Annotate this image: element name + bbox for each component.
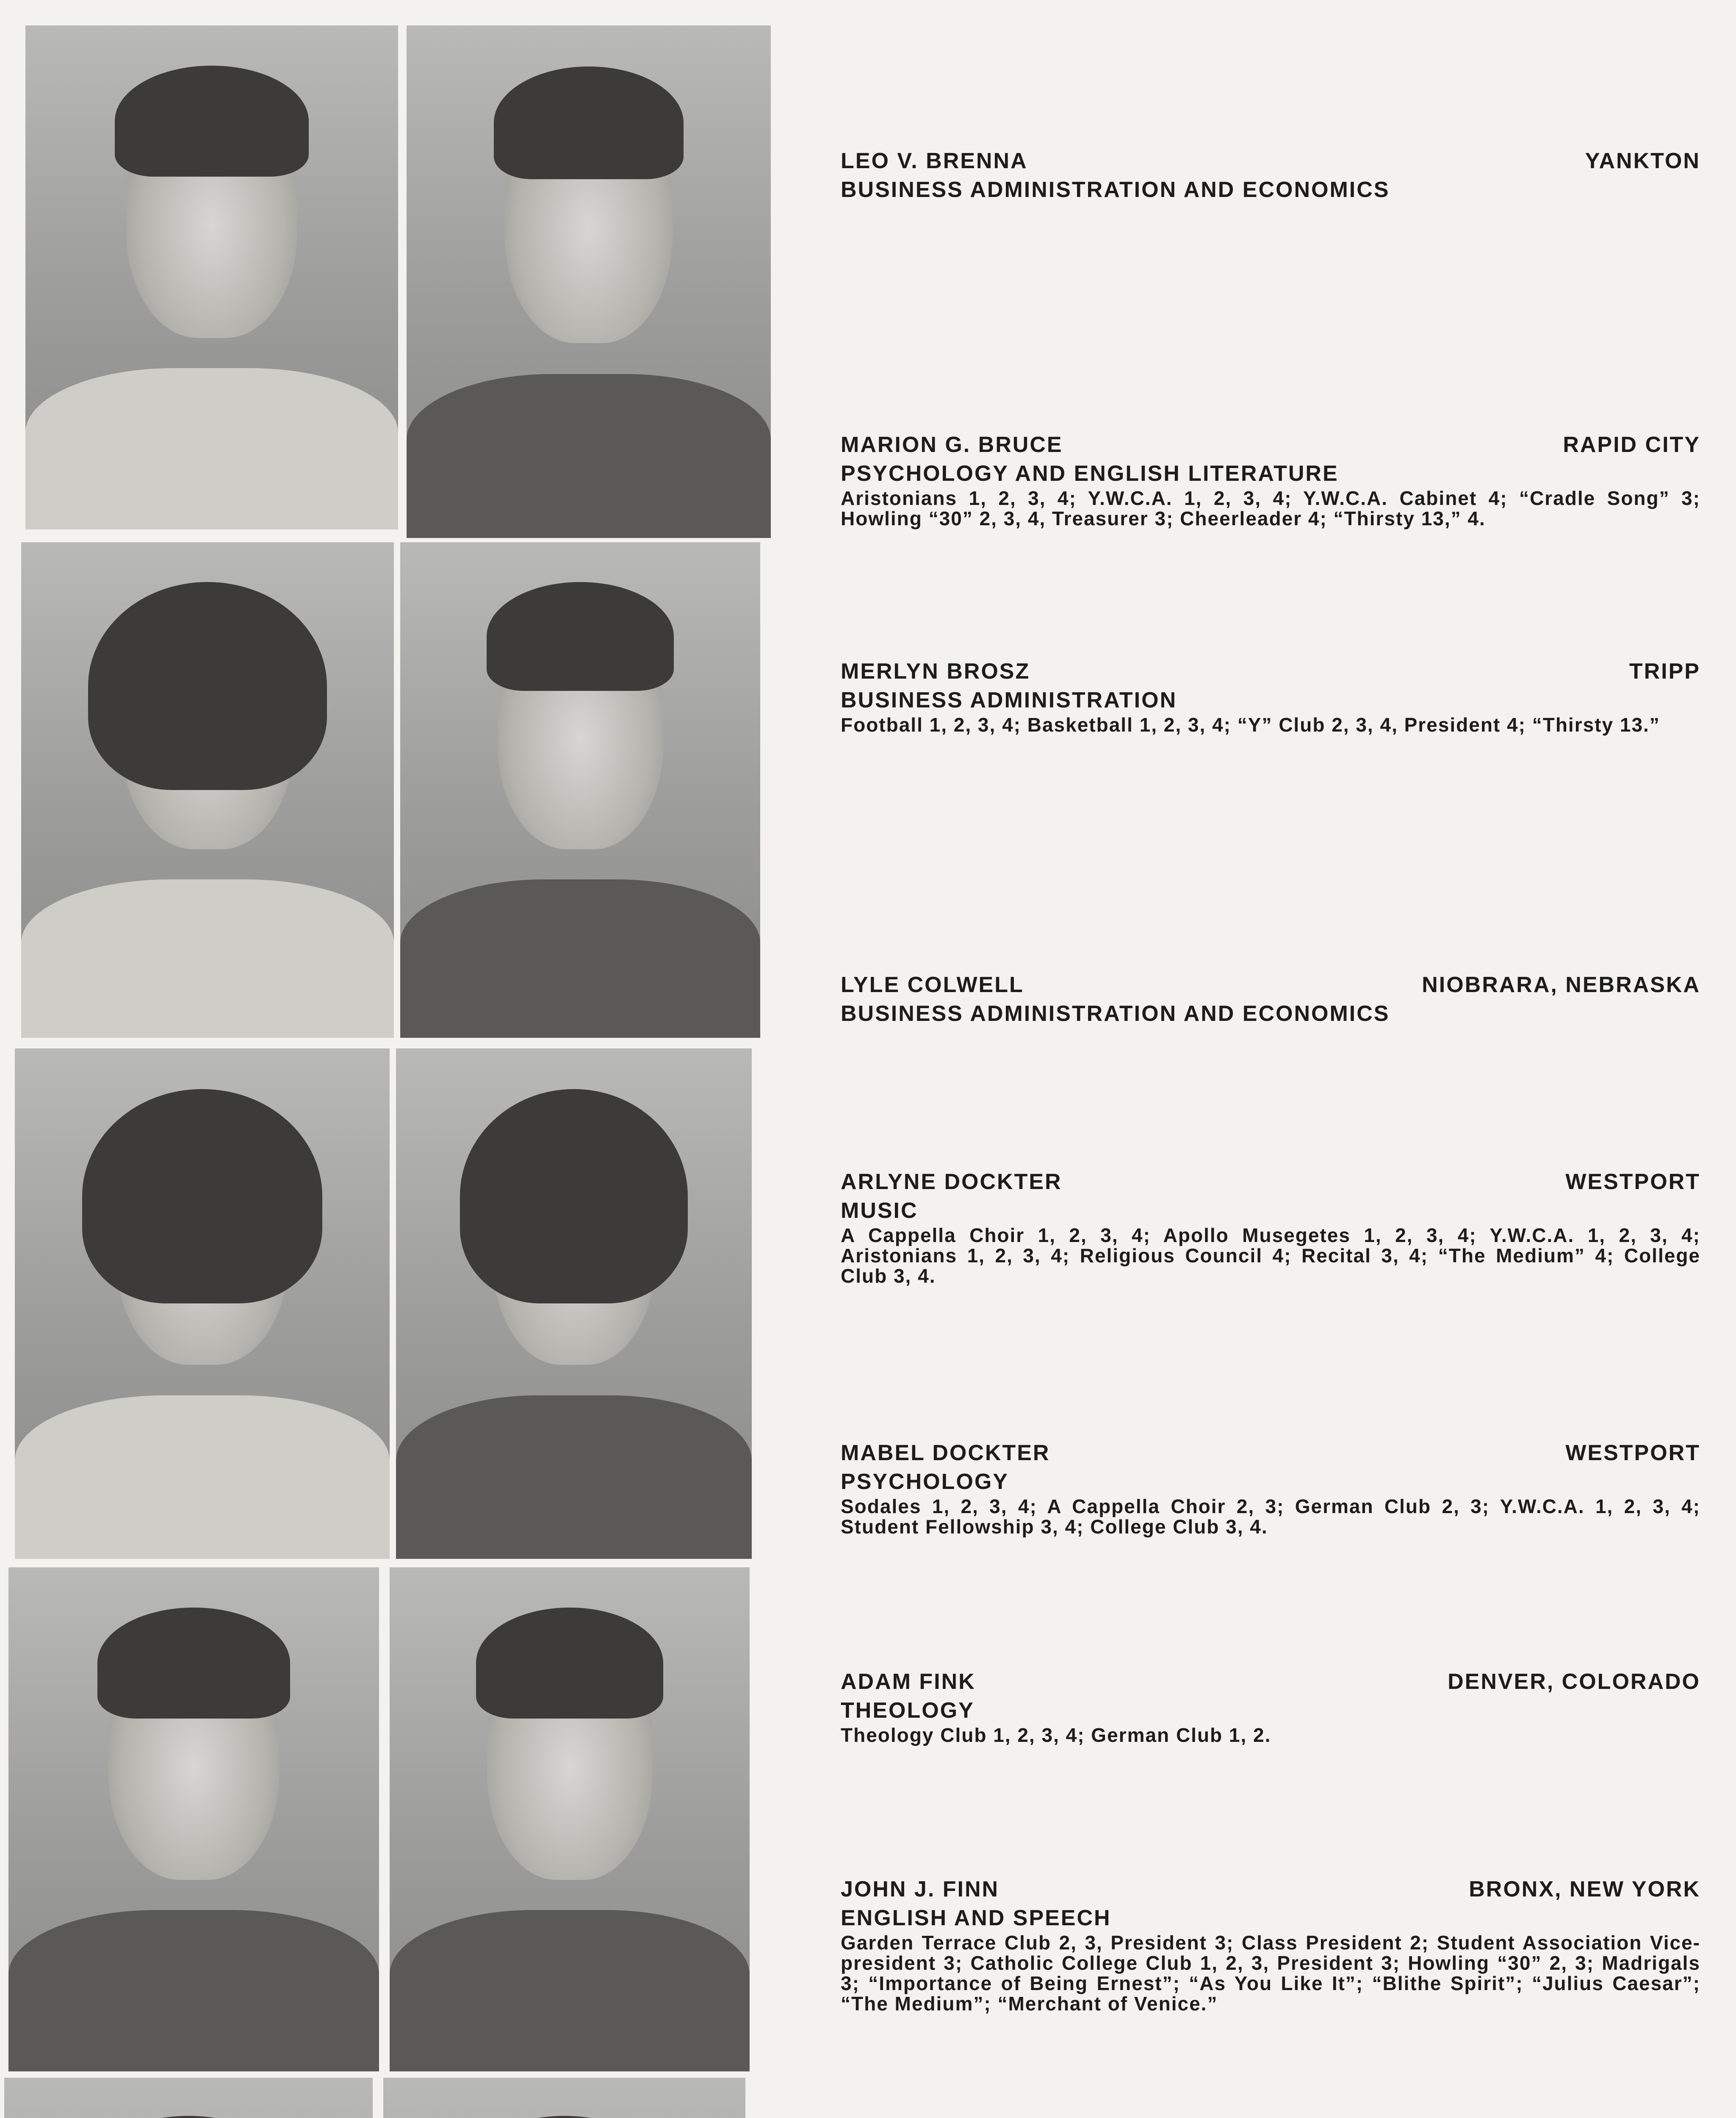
student-major: THEOLOGY: [841, 1698, 975, 1723]
student-hometown: TRIPP: [1629, 659, 1700, 684]
student-major: BUSINESS ADMINISTRATION AND ECONOMICS: [841, 177, 1390, 202]
student-hometown: WESTPORT: [1565, 1170, 1700, 1194]
student-activities: A Cappella Choir 1, 2, 3, 4; Apollo Musegetes 1, 2, 3, 4; Y.W.C.A. 1, 2, 3, 4; Aristonians 1, 2, 3, 4; Religious Council 4; Recital 3, 4; “The Medium” 4; College Club 3, 4.: [841, 1224, 1700, 1287]
student-hometown: RAPID CITY: [1563, 432, 1700, 457]
student-hometown: NIOBRARA, NEBRASKA: [1422, 973, 1700, 997]
photo-fink: [8, 1567, 379, 2071]
student-entry-brosz: [841, 659, 1700, 735]
student-major: MUSIC: [841, 1198, 918, 1223]
student-entry-fink: [841, 1669, 1700, 1745]
student-name: MARION G. BRUCE: [841, 432, 1063, 457]
photo-gackle: [383, 2078, 745, 2118]
student-name: MABEL DOCKTER: [841, 1441, 1050, 1465]
student-name: ADAM FINK: [841, 1669, 976, 1694]
student-entry-bruce: [841, 432, 1700, 529]
student-entry-finn: [841, 1877, 1700, 2014]
student-major: BUSINESS ADMINISTRATION: [841, 688, 1177, 712]
student-name: LYLE COLWELL: [841, 973, 1024, 997]
student-name: JOHN J. FINN: [841, 1877, 1000, 1902]
student-name: MERLYN BROSZ: [841, 659, 1030, 684]
student-entry-brenna: [841, 148, 1700, 202]
photo-mabel-dockter: [396, 1048, 752, 1559]
student-hometown: WESTPORT: [1565, 1441, 1700, 1465]
student-entry-mabel-dockter: [841, 1440, 1700, 1537]
photo-freitag: [4, 2078, 373, 2118]
student-hometown: DENVER, COLORADO: [1448, 1669, 1700, 1694]
photo-brosz: [21, 542, 394, 1038]
student-major: PSYCHOLOGY: [841, 1469, 1009, 1494]
student-name: LEO V. BRENNA: [841, 149, 1028, 173]
student-hometown: YANKTON: [1585, 149, 1700, 173]
student-major: BUSINESS ADMINISTRATION AND ECONOMICS: [841, 1001, 1390, 1026]
photo-colwell: [400, 542, 760, 1038]
student-activities: Sodales 1, 2, 3, 4; A Cappella Choir 2, 3; German Club 2, 3; Y.W.C.A. 1, 2, 3, 4; Student Fellowship 3, 4; College Club 3, 4.: [841, 1495, 1700, 1538]
student-entry-arlyne-dockter: [841, 1169, 1700, 1286]
student-major: PSYCHOLOGY AND ENGLISH LITERATURE: [841, 461, 1339, 486]
student-activities: Football 1, 2, 3, 4; Basketball 1, 2, 3, 4; “Y” Club 2, 3, 4, President 4; “Thirsty 13.”: [841, 714, 1660, 736]
student-name: ARLYNE DOCKTER: [841, 1170, 1062, 1194]
photo-arlyne-dockter: [15, 1048, 390, 1559]
student-entry-colwell: [841, 972, 1700, 1026]
student-hometown: BRONX, NEW YORK: [1469, 1877, 1700, 1902]
student-major: ENGLISH AND SPEECH: [841, 1906, 1111, 1930]
student-activities: Theology Club 1, 2, 3, 4; German Club 1, 2.: [841, 1724, 1271, 1746]
photo-finn: [390, 1567, 750, 2071]
photo-brenna: [25, 25, 398, 530]
student-activities: Garden Terrace Club 2, 3, President 3; Class President 2; Student Association Vice-president 3; Catholic College Club 1, 2, 3, President 3; Howling “30” 2, 3; Madrigals 3; “Importance of Being Ernest”; “As You Like It”; “Blithe Spirit”; “Julius Caesar”; “The Medium”; “Merchant of Venice.”: [841, 1932, 1700, 2015]
student-activities: Aristonians 1, 2, 3, 4; Y.W.C.A. 1, 2, 3, 4; Y.W.C.A. Cabinet 4; “Cradle Song” 3; Howling “30” 2, 3, 4, Treasurer 3; Cheerleader 4; “Thirsty 13,” 4.: [841, 487, 1700, 530]
photo-bruce: [407, 25, 771, 538]
